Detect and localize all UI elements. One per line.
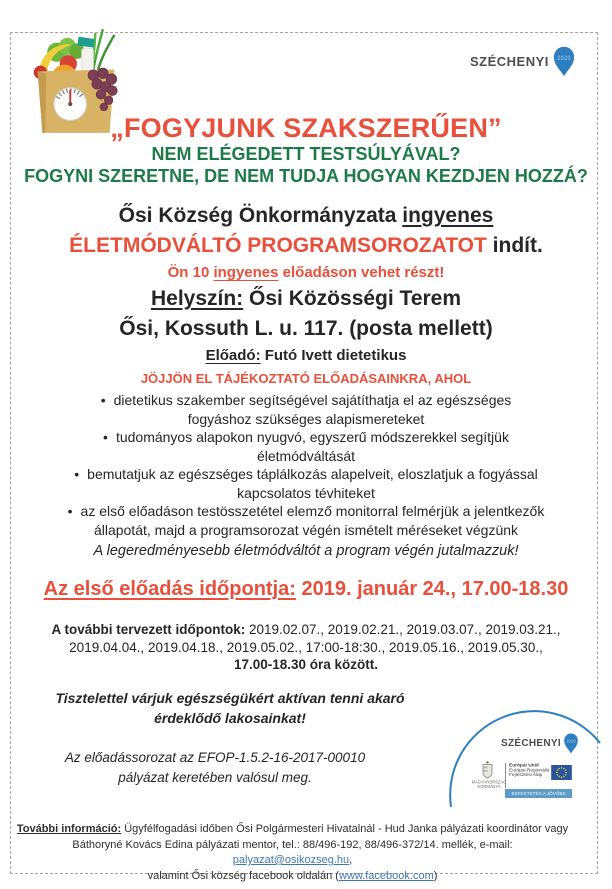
contact-info: További információ: Ügyfélfogadási időben Ősi Polgármesteri Hivatalnál - Hud Janka pályázati koordinátor vagy Báthoryné Kovács Edina pályázati mentor, tel.: 88/496-192, 88/496-372/14. mellék, e-mail: palyazat@osikozseg.hu, valamint Ősi község facebook oldalán (www.facebook.com) (16, 823, 569, 882)
szechenyi-pin-icon (563, 733, 579, 754)
bullet-item: • az első előadáson testösszetétel elemző monitorral felmérjük a jelentkezők állapotát, majd a programsorozat végén ismételt méréseket végzünk (20, 502, 592, 539)
bullet-item: • dietetikus szakember segítségével sajátíthatja el az egészséges fogyáshoz szükséges alapismereteket (20, 391, 592, 428)
szechenyi-logo-bottom (501, 733, 579, 754)
free-sessions-line: Ön 10 ingyenes előadáson vehet részt! (167, 264, 445, 281)
bullet-item: • tudományos alapokon nyugvó, egyszerű módszerekkel segítjük életmódváltását (20, 428, 592, 465)
venue-line: Helyszín: Ősi Közösségi Terem (150, 287, 462, 310)
reward-note: A legeredményesebb életmódváltót a program végén jutalmazzuk! (93, 543, 519, 559)
bullet-item: • bemutatjuk az egészséges táplálkozás alapelveit, eloszlatjuk a fogyással kapcsolatos tévhiteket (20, 465, 592, 502)
szechenyi-wordmark: SZÉCHENYI (501, 738, 561, 749)
page-title: „FOGYJUNK SZAKSZERŰEN” (110, 113, 502, 144)
government-label: MAGYARORSZÁG KORMÁNYA (471, 781, 507, 790)
question-line-2: FOGYNI SZERETNE, DE NEM TUDJA HOGYAN KEZDJEN HOZZÁ? (24, 166, 588, 186)
organizer-line: Ősi Község Önkormányzata ingyenes (118, 204, 494, 227)
szechenyi-pin-icon (552, 46, 576, 77)
eu-flag-icon (551, 765, 572, 780)
investment-banner: BEFEKTETÉS A JÖVŐBE (505, 789, 572, 798)
intro-questions (0, 143, 612, 187)
szechenyi-logo-top (470, 46, 576, 77)
first-session-date: Az első előadás időpontja: 2019. január 24., 17.00-18.30 (43, 578, 569, 600)
program-section-heading: JÖJJÖN EL TÁJÉKOZTATÓ ELŐADÁSAINKRA, AHOL (140, 371, 472, 386)
szechenyi-year: 2020 (557, 54, 571, 62)
footer-label: További információ: (16, 823, 122, 835)
program-title-line: ÉLETMÓDVÁLTÓ PROGRAMSOROZATOT indít. (69, 234, 543, 257)
szechenyi-wordmark: SZÉCHENYI (470, 54, 549, 69)
eu-funding-logo-block (443, 693, 603, 815)
szechenyi-year: 2020 (566, 738, 576, 744)
announcement-block (0, 201, 612, 367)
address-line: Ősi, Kossuth L. u. 117. (posta mellett) (119, 317, 493, 340)
invitation-text: Tisztelettel várjuk egészségükért aktívan tenni akaró érdeklődő lakosainkat! (55, 690, 405, 726)
email-link[interactable]: palyazat@osikozseg.hu (232, 854, 350, 866)
question-line-1: NEM ELÉGEDETT TESTSÚLYÁVAL? (151, 144, 461, 164)
program-bullet-list (20, 391, 592, 561)
facebook-link[interactable]: www.facebook.com (338, 869, 434, 882)
further-dates: A további tervezett időpontok: 2019.02.07., 2019.02.21., 2019.03.07., 2019.03.21., 2019.04.04., 2019.04.18., 2019.05.02., 17:00-18:30., 2019.05.16., 2019.05.30., 17.00-18.30 óra között. (51, 622, 561, 672)
lecturer-line: Előadó: Futó Ivett dietetikus (205, 347, 407, 364)
efop-project-note: Az előadássorozat az EFOP-1.5.2-16-2017-00010 pályázat keretében valósul meg. (64, 750, 366, 785)
eu-fund-label: Európai Unió Európai Regionális Fejlesztési Alap (505, 763, 554, 788)
hungary-coat-of-arms-icon (481, 761, 494, 779)
